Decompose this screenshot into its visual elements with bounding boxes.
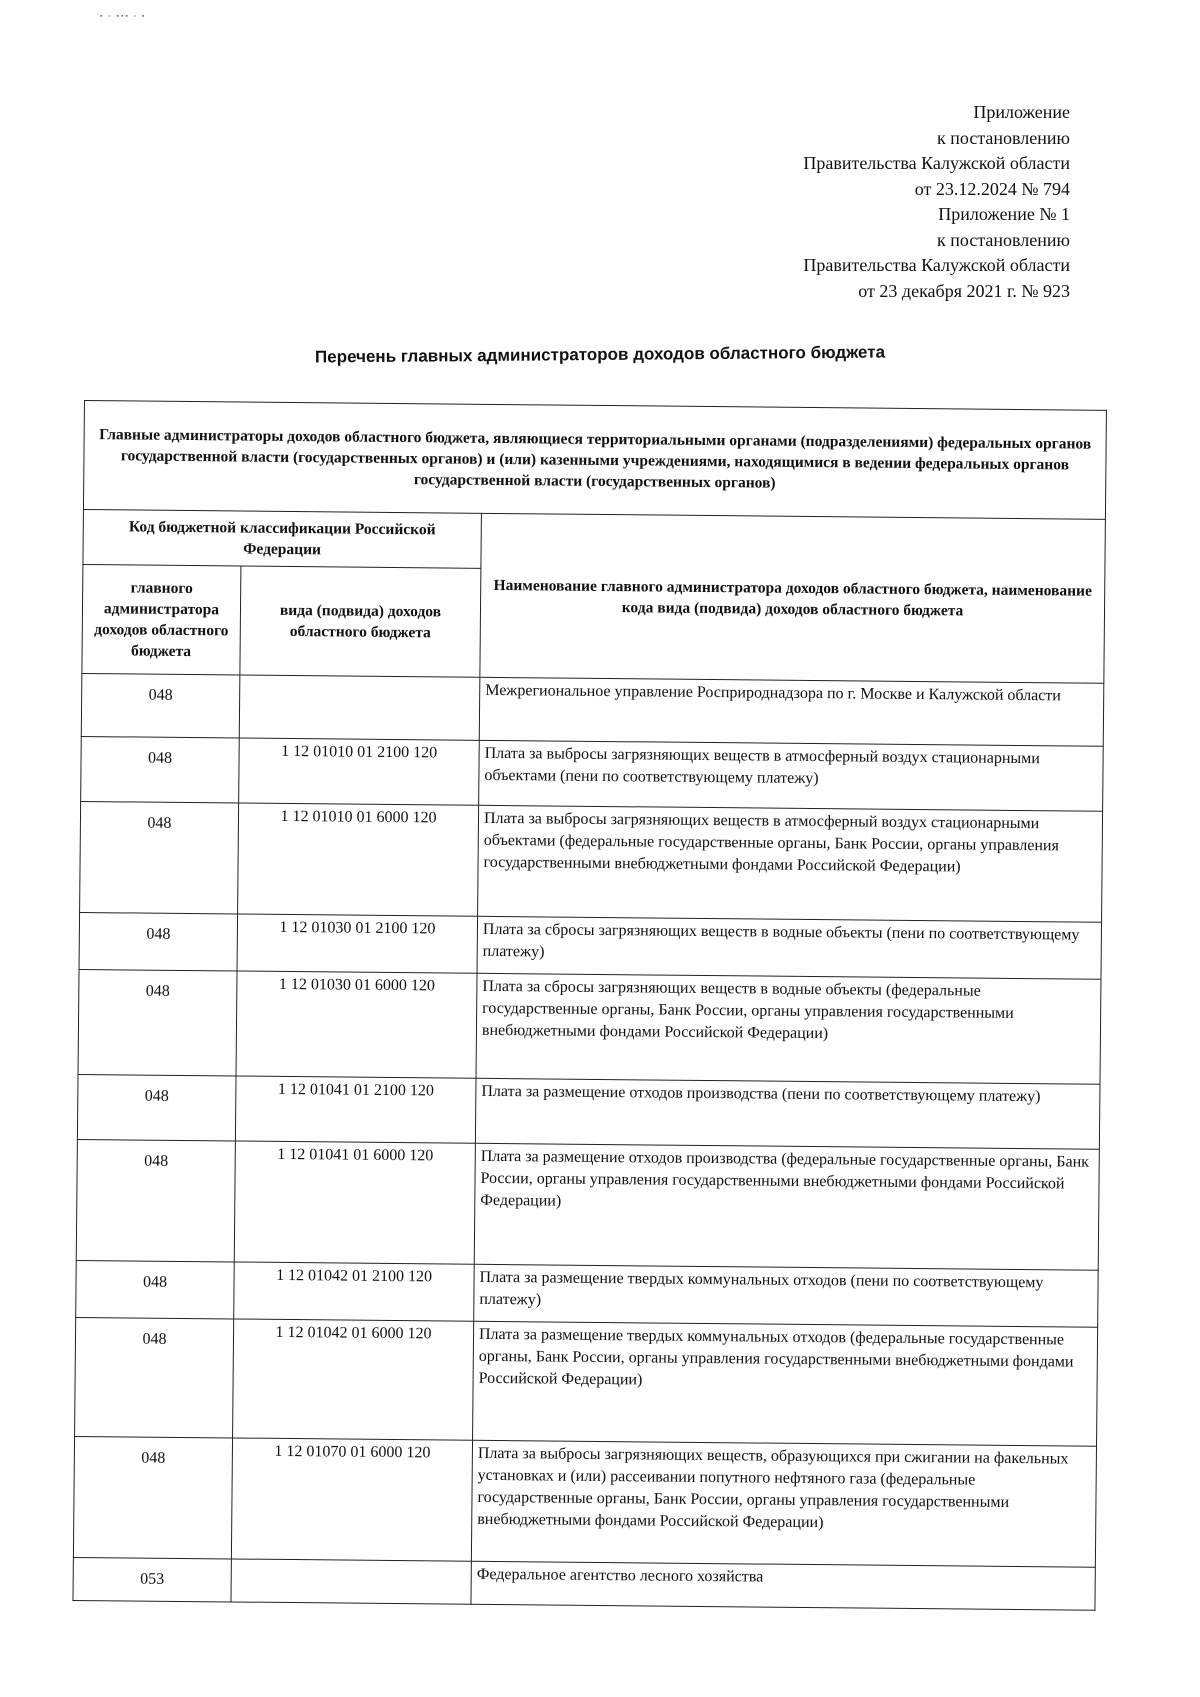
admin-code-cell: 053 [73,1557,231,1602]
admin-code-cell: 048 [81,736,240,803]
income-code-cell: 1 12 01041 01 2100 120 [235,1076,476,1143]
table-row [80,801,1103,922]
admin-code-cell: 048 [73,1436,232,1559]
name-header: Наименование главного администратора доходов областного бюджета, наименование кода вида (подвида) доходов областного бюджета [480,513,1106,683]
table-row [78,969,1101,1084]
approval-line: от 23 декабря 2021 г. № 923 [858,280,1070,301]
name-cell: Плата за сбросы загрязняющих веществ в водные объекты (пени по соответствующему платежу) [477,916,1102,979]
approval-line: Приложение № 1 [938,204,1070,224]
income-code-cell: 1 12 01010 01 2100 120 [239,738,480,805]
table-row [73,1557,1095,1610]
income-code-cell: 1 12 01042 01 2100 120 [234,1262,475,1321]
name-cell: Плата за сбросы загрязняющих веществ в водные объекты (федеральные государственные органы, Банк России, органы управления государственными внебюджетными фондами Российской Федерации) [476,973,1101,1084]
admin-code-cell: 048 [75,1317,234,1438]
approval-line: Правительства Калужской области [803,153,1070,173]
admin-header: главного администратора доходов областного бюджета [82,564,241,675]
name-cell: Плата за выбросы загрязняющих веществ в атмосферный воздух стационарными объектами (федеральные государственные органы, Банк России, органы управления государственными внебюджетными фондами Российской Федерации) [478,805,1103,922]
admin-code-cell: 048 [80,801,239,914]
income-code-cell: 1 12 01042 01 6000 120 [233,1319,474,1440]
approval-line: Приложение [973,102,1070,122]
income-code-cell [231,1559,471,1604]
code-header: Код бюджетной классификации Российской Федерации [83,509,482,568]
income-code-cell: 1 12 01010 01 6000 120 [238,803,479,916]
table-row [76,1260,1099,1327]
name-cell: Плата за выбросы загрязняющих веществ в атмосферный воздух стационарными объектами (пени по соответствующему платежу) [479,740,1104,811]
approval-line: к постановлению [937,127,1070,148]
table-row [73,1436,1096,1567]
table-row [75,1317,1098,1446]
table-row [79,912,1102,979]
income-code-cell: 1 12 01030 01 6000 120 [236,971,477,1078]
name-cell: Межрегиональное управление Росприроднадзора по г. Москве и Калужской области [479,677,1104,746]
income-code-cell [239,675,480,740]
name-cell: Плата за размещение отходов производства (пени по соответствующему платежу) [475,1078,1100,1149]
admin-code-cell: 048 [76,1139,235,1262]
name-cell: Плата за размещение отходов производства (федеральные государственные органы, Банк России, органы управления государственными внебюджетными фондами Российской Федерации) [474,1143,1099,1270]
name-cell: Плата за выбросы загрязняющих веществ, образующихся при сжигании на факельных установках и (или) рассеивании попутного нефтяного газа (федеральные государственные органы, Банк России, органы управления государственными внебюджетными фондами Российской Федерации) [471,1440,1096,1567]
income-code-cell: 1 12 01041 01 6000 120 [234,1141,475,1264]
table-row [81,673,1104,746]
table-row [81,736,1104,811]
kind-header: вида (подвида) доходов областного бюджета [240,566,481,677]
name-cell: Федеральное агентство лесного хозяйства [471,1561,1095,1610]
name-cell: Плата за размещение твердых коммунальных отходов (федеральные государственные органы, Банк России, органы управления государственными внебюджетными фондами Российской Федерации) [473,1321,1098,1446]
approval-line: к постановлению [937,229,1070,250]
administrators-table [72,400,1107,1611]
admin-code-cell: 048 [79,912,238,971]
admin-code-cell: 048 [81,673,240,738]
group-header: Главные администраторы доходов областного бюджета, являющиеся территориальными органами (подразделениями) федеральных органов государственной власти (государственных органов) и (или) казенными учреждениями, находящимися в ведении федеральных органов государственной власти (государственных органов) [83,401,1106,520]
table-row [77,1074,1100,1149]
approval-line: от 23.12.2024 № 794 [914,178,1070,199]
admin-code-cell: 048 [76,1260,235,1319]
name-cell: Плата за размещение твердых коммунальных отходов (пени по соответствующему платежу) [474,1264,1099,1327]
administrators-table-wrap [72,400,1105,1611]
table-row [76,1139,1099,1270]
document-title: Перечень главных администраторов доходов областного бюджета [314,342,886,367]
income-code-cell: 1 12 01070 01 6000 120 [231,1438,472,1561]
income-code-cell: 1 12 01030 01 2100 120 [237,914,478,973]
admin-code-cell: 048 [78,969,237,1076]
admin-code-cell: 048 [77,1074,236,1141]
scan-artifact: ▪ ▫ ▪▪▪ ▫ ▪ [100,12,147,20]
approval-line: Правительства Калужской области [803,255,1070,275]
approval-block [690,100,1070,304]
